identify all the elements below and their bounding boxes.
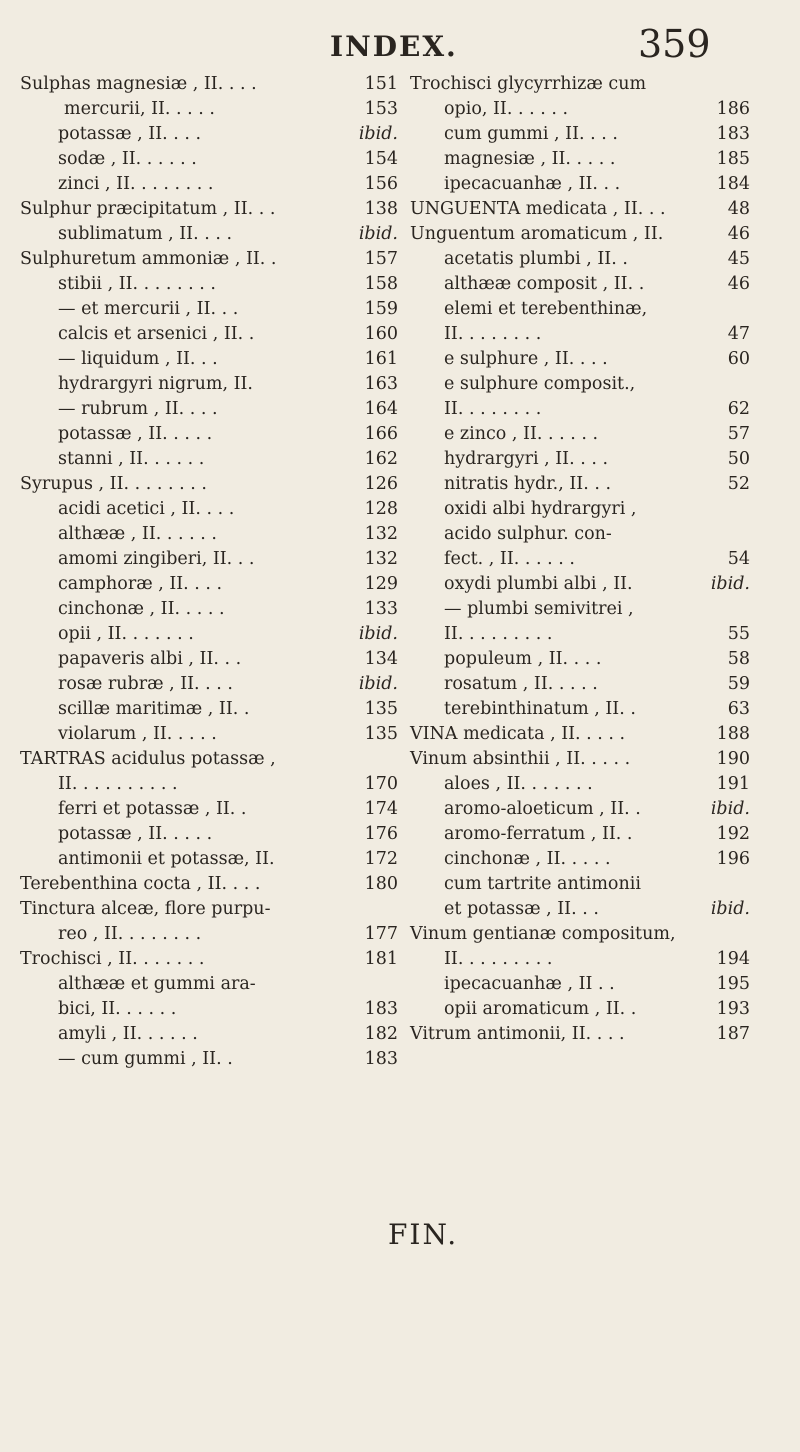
entry-page: ibid.	[710, 799, 750, 819]
entry-text: e sulphure composit.,	[444, 374, 636, 394]
index-entry	[20, 872, 398, 897]
entry-page: 159	[364, 299, 398, 319]
entry-text: stibii , II. . . . . . . .	[58, 274, 216, 294]
index-title: INDEX.	[330, 30, 458, 63]
entry-page: 128	[364, 499, 398, 519]
entry-text: Trochisci glycyrrhizæ cum	[410, 74, 647, 94]
entry-page: 133	[364, 599, 398, 619]
index-entry	[410, 547, 750, 572]
entry-page: 62	[727, 399, 750, 419]
entry-page: 58	[727, 649, 750, 669]
index-entry	[20, 972, 398, 997]
index-entry	[410, 572, 750, 597]
entry-page: 151	[364, 74, 398, 94]
entry-page: 194	[716, 949, 750, 969]
page-number: 359	[638, 22, 711, 66]
index-entry	[20, 922, 398, 947]
index-entry	[20, 822, 398, 847]
entry-text: TARTRAS acidulus potassæ ,	[20, 749, 276, 769]
entry-text: magnesiæ , II. . . . .	[444, 149, 616, 169]
entry-page: 52	[727, 474, 750, 494]
entry-text: acidi acetici , II. . . .	[58, 499, 235, 519]
index-entry	[20, 847, 398, 872]
entry-text: et potassæ , II. . .	[444, 899, 599, 919]
index-entry	[410, 797, 750, 822]
index-entry	[410, 922, 750, 947]
entry-page: 177	[364, 924, 398, 944]
entry-text: VINA medicata , II. . . . .	[410, 724, 626, 744]
index-entry	[20, 772, 398, 797]
entry-page: 126	[364, 474, 398, 494]
index-entry	[410, 272, 750, 297]
index-entry	[410, 847, 750, 872]
entry-text: calcis et arsenici , II. .	[58, 324, 255, 344]
index-entry	[20, 247, 398, 272]
index-entry	[20, 97, 398, 122]
index-entry	[410, 322, 750, 347]
entry-page: 185	[716, 149, 750, 169]
entry-page: 190	[716, 749, 750, 769]
index-entry	[20, 172, 398, 197]
index-entry	[410, 297, 750, 322]
index-entry	[20, 747, 398, 772]
entry-page: 174	[364, 799, 398, 819]
index-entry	[410, 522, 750, 547]
entry-text: aromo-ferratum , II. .	[444, 824, 633, 844]
index-entry	[20, 72, 398, 97]
index-entry	[20, 947, 398, 972]
entry-text: bici, II. . . . . .	[58, 999, 177, 1019]
entry-page: 191	[716, 774, 750, 794]
index-entry	[410, 747, 750, 772]
entry-text: rosæ rubræ , II. . . .	[58, 674, 233, 694]
entry-text: aloes , II. . . . . . .	[444, 774, 593, 794]
entry-text: II. . . . . . . .	[444, 324, 542, 344]
entry-page: 183	[364, 1049, 398, 1069]
entry-page: 162	[364, 449, 398, 469]
entry-page: 172	[364, 849, 398, 869]
entry-page: ibid.	[358, 124, 398, 144]
entry-text: fect. , II. . . . . .	[444, 549, 575, 569]
entry-page: 195	[716, 974, 750, 994]
entry-text: papaveris albi , II. . .	[58, 649, 242, 669]
index-entry	[20, 547, 398, 572]
index-column-left	[20, 72, 398, 1072]
page-header	[0, 22, 800, 70]
entry-text: opio, II. . . . . .	[444, 99, 569, 119]
entry-text: potassæ , II. . . .	[58, 124, 202, 144]
entry-text: e sulphure , II. . . .	[444, 349, 608, 369]
index-entry	[410, 722, 750, 747]
index-entry	[20, 447, 398, 472]
index-entry	[410, 947, 750, 972]
entry-text: Sulphas magnesiæ , II. . . .	[20, 74, 257, 94]
entry-text: reo , II. . . . . . . .	[58, 924, 202, 944]
entry-page: 170	[364, 774, 398, 794]
index-entry	[20, 1047, 398, 1072]
entry-text: II. . . . . . . .	[444, 399, 542, 419]
entry-text: Vinum absinthii , II. . . . .	[410, 749, 631, 769]
entry-page: 181	[364, 949, 398, 969]
entry-page: 183	[364, 999, 398, 1019]
entry-text: aromo-aloeticum , II. .	[444, 799, 641, 819]
entry-page: 46	[727, 274, 750, 294]
index-entry	[410, 347, 750, 372]
entry-text: althææ , II. . . . . .	[58, 524, 217, 544]
entry-text: cinchonæ , II. . . . .	[58, 599, 225, 619]
entry-text: althææ et gummi ara-	[58, 974, 256, 994]
index-entry	[410, 897, 750, 922]
index-entry	[20, 522, 398, 547]
entry-page: 132	[364, 549, 398, 569]
index-column-right	[410, 72, 750, 1047]
index-entry	[20, 647, 398, 672]
entry-text: sodæ , II. . . . . .	[58, 149, 197, 169]
entry-text: althææ composit , II. .	[444, 274, 645, 294]
entry-text: potassæ , II. . . . .	[58, 824, 213, 844]
entry-text: ferri et potassæ , II. .	[58, 799, 247, 819]
index-entry	[20, 422, 398, 447]
entry-text: — et mercurii , II. . .	[58, 299, 239, 319]
entry-page: 183	[716, 124, 750, 144]
entry-page: 164	[364, 399, 398, 419]
entry-text: Syrupus , II. . . . . . . .	[20, 474, 207, 494]
index-entry	[20, 397, 398, 422]
entry-page: 154	[364, 149, 398, 169]
index-entry	[410, 72, 750, 97]
entry-page: ibid.	[710, 899, 750, 919]
index-entry	[410, 647, 750, 672]
index-entry	[20, 572, 398, 597]
index-entry	[410, 822, 750, 847]
entry-text: terebinthinatum , II. .	[444, 699, 636, 719]
entry-text: hydrargyri , II. . . .	[444, 449, 609, 469]
index-entry	[410, 672, 750, 697]
entry-text: — plumbi semivitrei ,	[444, 599, 634, 619]
index-entry	[410, 172, 750, 197]
entry-text: potassæ , II. . . . .	[58, 424, 213, 444]
index-entry	[20, 697, 398, 722]
entry-text: opii , II. . . . . . .	[58, 624, 194, 644]
entry-page: 135	[364, 699, 398, 719]
index-entry	[410, 497, 750, 522]
entry-page: 50	[727, 449, 750, 469]
index-entry	[410, 997, 750, 1022]
index-entry	[410, 422, 750, 447]
index-entry	[410, 122, 750, 147]
index-entry	[20, 347, 398, 372]
index-entry	[410, 97, 750, 122]
index-entry	[20, 322, 398, 347]
entry-page: ibid.	[710, 574, 750, 594]
entry-text: elemi et terebenthinæ,	[444, 299, 648, 319]
entry-page: 182	[364, 1024, 398, 1044]
entry-text: oxidi albi hydrargyri ,	[444, 499, 637, 519]
entry-page: 129	[364, 574, 398, 594]
entry-text: sublimatum , II. . . .	[58, 224, 233, 244]
entry-text: scillæ maritimæ , II. .	[58, 699, 250, 719]
index-entry	[20, 272, 398, 297]
entry-text: Sulphur præcipitatum , II. . .	[20, 199, 276, 219]
entry-text: cinchonæ , II. . . . .	[444, 849, 611, 869]
index-entry	[410, 372, 750, 397]
index-entry	[20, 147, 398, 172]
entry-page: 158	[364, 274, 398, 294]
entry-page: 60	[727, 349, 750, 369]
entry-page: 153	[364, 99, 398, 119]
entry-text: oxydi plumbi albi , II.	[444, 574, 633, 594]
entry-text: zinci , II. . . . . . . .	[58, 174, 214, 194]
entry-page: 48	[727, 199, 750, 219]
entry-text: acido sulphur. con-	[444, 524, 612, 544]
entry-text: II. . . . . . . . .	[444, 949, 553, 969]
index-entry	[20, 597, 398, 622]
entry-page: 176	[364, 824, 398, 844]
index-entry	[410, 472, 750, 497]
entry-page: 196	[716, 849, 750, 869]
entry-page: 57	[727, 424, 750, 444]
entry-page: 59	[727, 674, 750, 694]
entry-text: II. . . . . . . . . .	[58, 774, 178, 794]
index-entry	[410, 972, 750, 997]
entry-page: 166	[364, 424, 398, 444]
footer-fin: FIN.	[388, 1218, 459, 1251]
entry-text: amomi zingiberi, II. . .	[58, 549, 255, 569]
entry-page: 63	[727, 699, 750, 719]
entry-page: 135	[364, 724, 398, 744]
entry-page: 46	[727, 224, 750, 244]
entry-page: 180	[364, 874, 398, 894]
index-entry	[20, 672, 398, 697]
entry-text: stanni , II. . . . . .	[58, 449, 205, 469]
entry-text: rosatum , II. . . . .	[444, 674, 598, 694]
entry-text: — liquidum , II. . .	[58, 349, 218, 369]
entry-text: populeum , II. . . .	[444, 649, 602, 669]
entry-text: cum tartrite antimonii	[444, 874, 641, 894]
entry-page: 134	[364, 649, 398, 669]
entry-text: UNGUENTA medicata , II. . .	[410, 199, 666, 219]
entry-text: Unguentum aromaticum , II.	[410, 224, 664, 244]
index-entry	[410, 697, 750, 722]
entry-page: 193	[716, 999, 750, 1019]
index-entry	[20, 297, 398, 322]
entry-page: 188	[716, 724, 750, 744]
entry-page: 55	[727, 624, 750, 644]
index-entry	[410, 247, 750, 272]
index-entry	[410, 622, 750, 647]
index-entry	[410, 772, 750, 797]
entry-page: ibid.	[358, 674, 398, 694]
index-entry	[20, 122, 398, 147]
entry-text: amyli , II. . . . . .	[58, 1024, 198, 1044]
entry-page: 192	[716, 824, 750, 844]
entry-text: antimonii et potassæ, II.	[58, 849, 275, 869]
index-entry	[410, 397, 750, 422]
index-entry	[410, 1022, 750, 1047]
index-entry	[20, 197, 398, 222]
index-entry	[410, 597, 750, 622]
entry-page: 47	[727, 324, 750, 344]
entry-text: Trochisci , II. . . . . . .	[20, 949, 205, 969]
entry-text: e zinco , II. . . . . .	[444, 424, 599, 444]
entry-page: 163	[364, 374, 398, 394]
index-entry	[20, 897, 398, 922]
index-entry	[410, 872, 750, 897]
entry-text: — cum gummi , II. .	[58, 1049, 233, 1069]
entry-page: 161	[364, 349, 398, 369]
entry-page: 160	[364, 324, 398, 344]
entry-page: 45	[727, 249, 750, 269]
entry-text: cum gummi , II. . . .	[444, 124, 618, 144]
entry-page: 54	[727, 549, 750, 569]
entry-text: Sulphuretum ammoniæ , II. .	[20, 249, 277, 269]
index-entry	[410, 147, 750, 172]
entry-text: II. . . . . . . . .	[444, 624, 553, 644]
entry-text: hydrargyri nigrum, II.	[58, 374, 253, 394]
entry-page: 132	[364, 524, 398, 544]
index-entry	[20, 472, 398, 497]
entry-page: ibid.	[358, 624, 398, 644]
index-entry	[20, 797, 398, 822]
entry-text: Vitrum antimonii, II. . . .	[410, 1024, 625, 1044]
entry-page: 186	[716, 99, 750, 119]
entry-text: Tinctura alceæ, flore purpu-	[20, 899, 271, 919]
index-entry	[410, 222, 750, 247]
entry-text: ipecacuanhæ , II. . .	[444, 174, 621, 194]
entry-page: ibid.	[358, 224, 398, 244]
index-entry	[20, 722, 398, 747]
entry-page: 187	[716, 1024, 750, 1044]
entry-text: nitratis hydr., II. . .	[444, 474, 612, 494]
entry-text: opii aromaticum , II. .	[444, 999, 637, 1019]
entry-page: 156	[364, 174, 398, 194]
entry-text: mercurii, II. . . . .	[64, 99, 215, 119]
entry-page: 138	[364, 199, 398, 219]
index-entry	[410, 197, 750, 222]
entry-text: violarum , II. . . . .	[58, 724, 217, 744]
entry-text: — rubrum , II. . . .	[58, 399, 218, 419]
entry-text: acetatis plumbi , II. .	[444, 249, 628, 269]
entry-text: camphoræ , II. . . .	[58, 574, 223, 594]
entry-text: Terebenthina cocta , II. . . .	[20, 874, 261, 894]
entry-text: ipecacuanhæ , II . .	[444, 974, 615, 994]
entry-text: Vinum gentianæ compositum,	[410, 924, 676, 944]
index-entry	[20, 497, 398, 522]
index-entry	[410, 447, 750, 472]
index-entry	[20, 622, 398, 647]
index-entry	[20, 222, 398, 247]
index-entry	[20, 372, 398, 397]
entry-page: 157	[364, 249, 398, 269]
index-entry	[20, 1022, 398, 1047]
index-entry	[20, 997, 398, 1022]
entry-page: 184	[716, 174, 750, 194]
